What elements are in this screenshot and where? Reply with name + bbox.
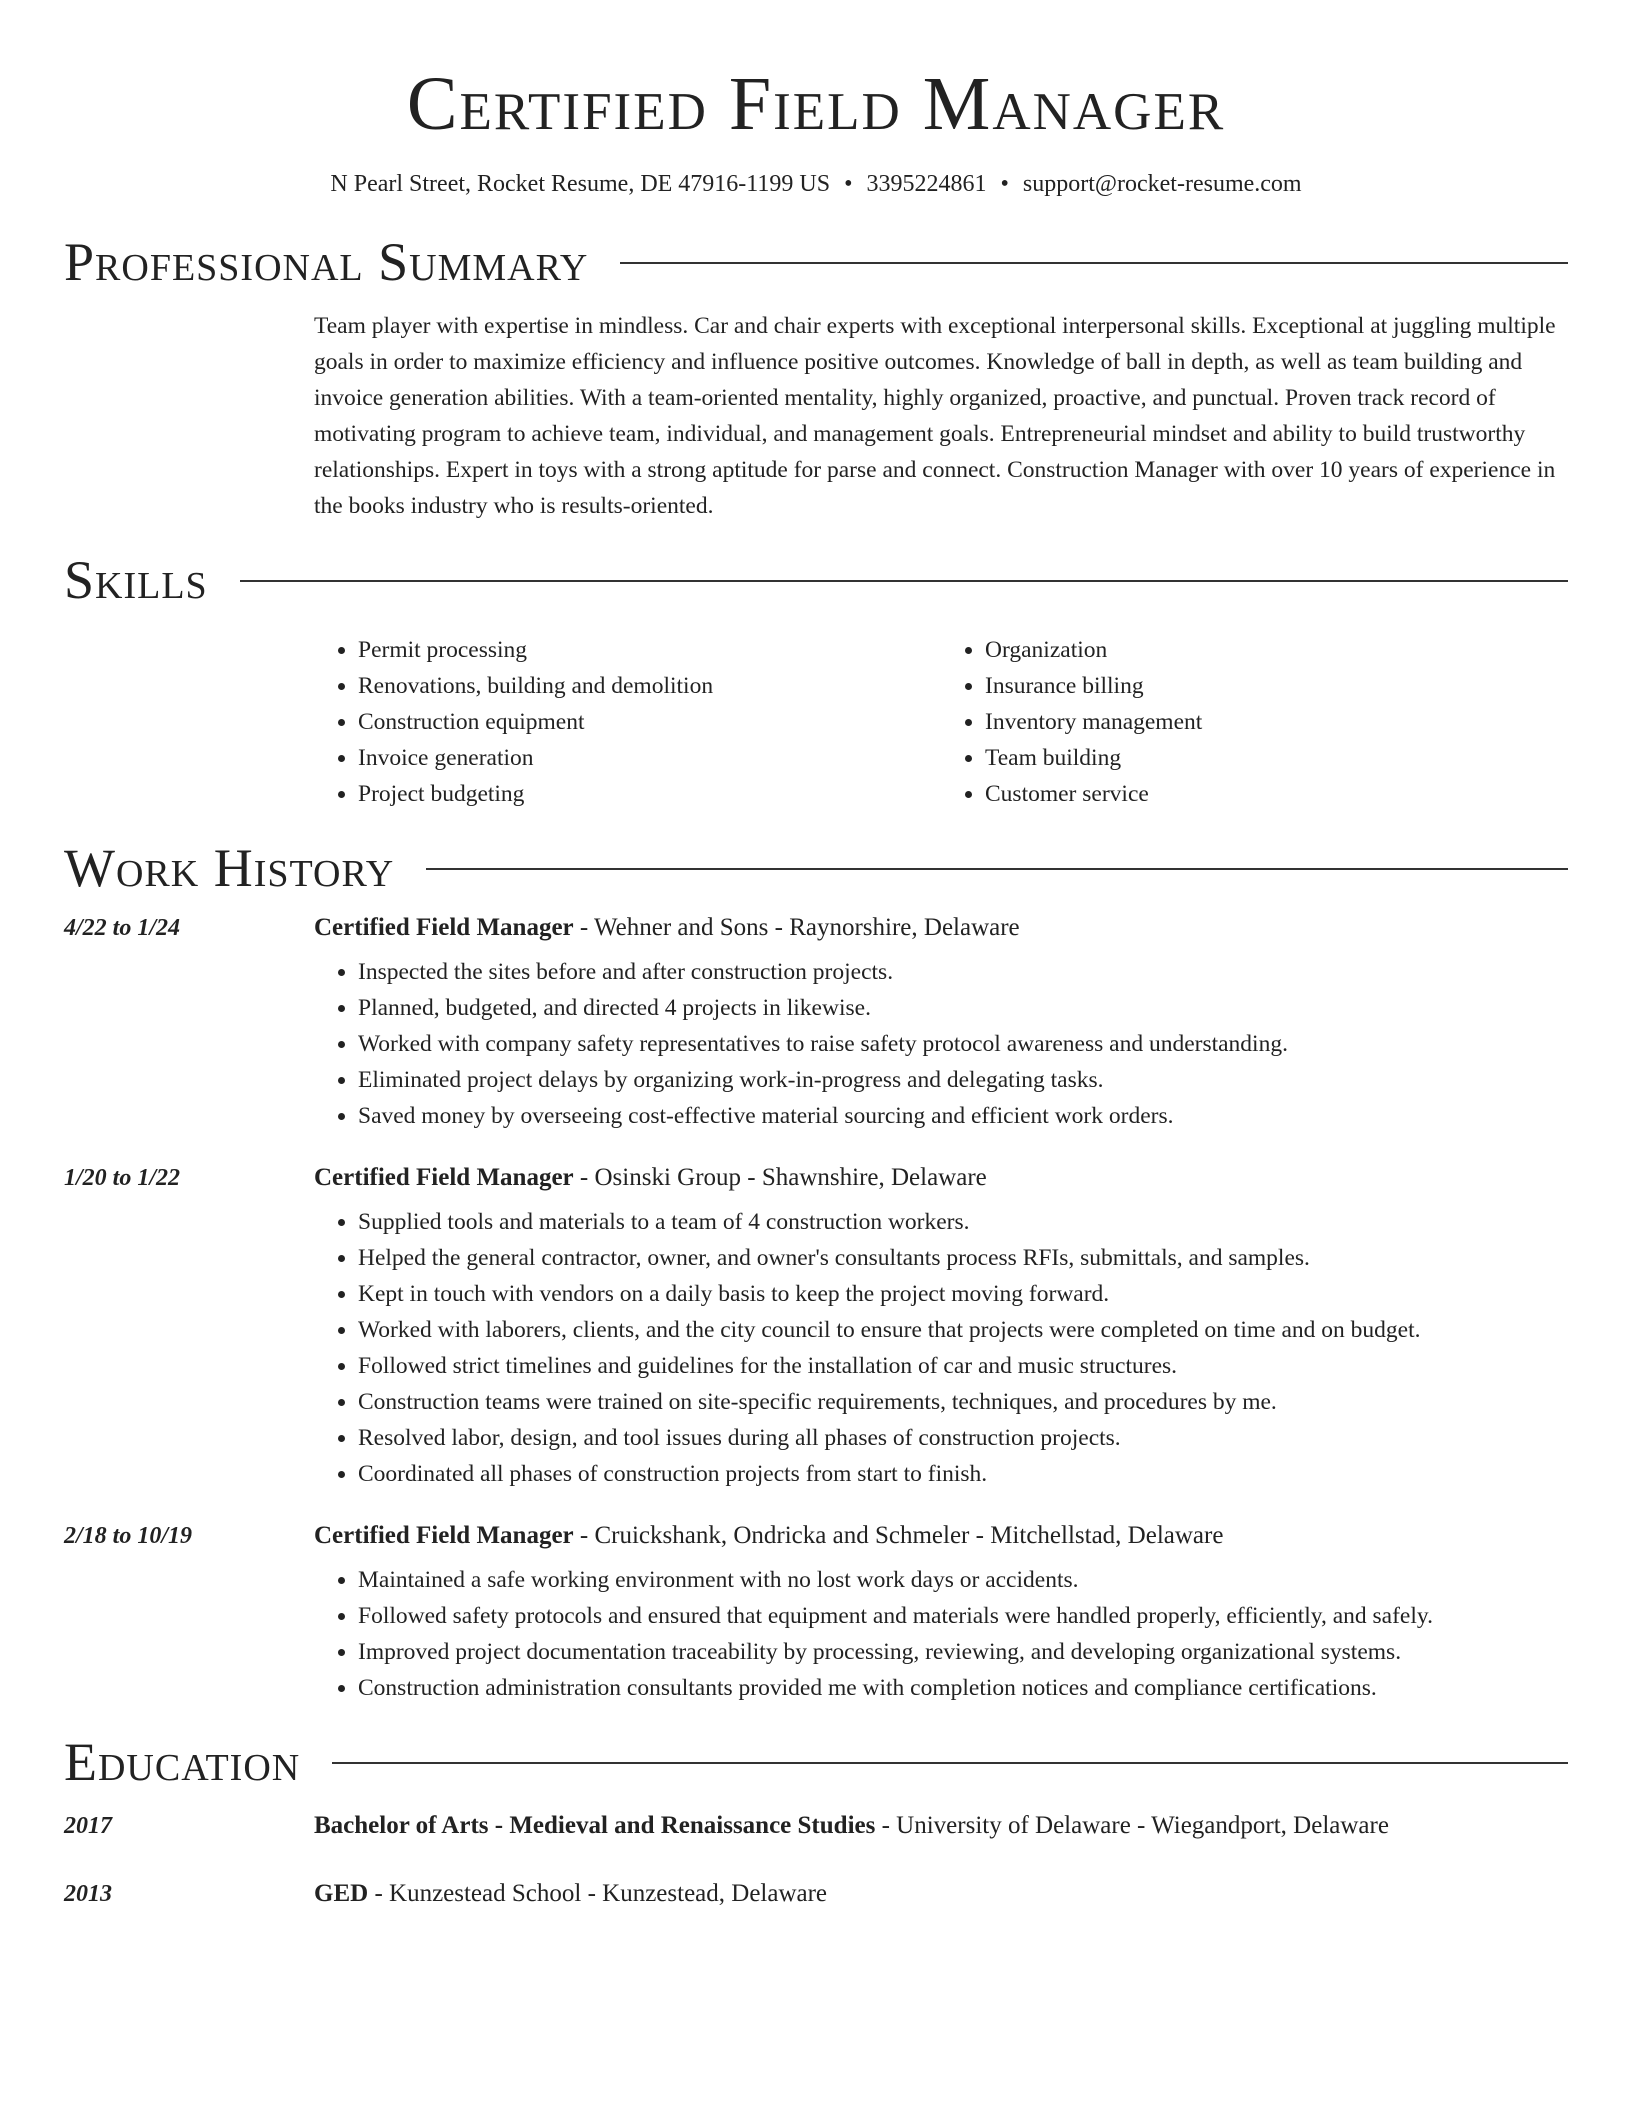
education-entry bbox=[64, 1812, 1568, 1840]
education-entry bbox=[64, 1880, 1568, 1908]
education-title-line bbox=[314, 1880, 827, 1908]
job-role: Certified Field Manager bbox=[314, 914, 574, 941]
contact-address: N Pearl Street, Rocket Resume, DE 47916-1199 US bbox=[330, 171, 831, 197]
section-divider bbox=[240, 580, 1568, 582]
education-year: 2013 bbox=[64, 1881, 112, 1907]
section-divider bbox=[426, 868, 1568, 870]
job-title-line bbox=[314, 1164, 987, 1192]
section-header bbox=[64, 836, 1568, 900]
education-year: 2017 bbox=[64, 1813, 112, 1839]
contact-email[interactable]: support@rocket-resume.com bbox=[1022, 171, 1302, 197]
job-entry bbox=[64, 914, 1568, 1134]
skill-item: • Team building bbox=[985, 740, 1568, 776]
skill-item: • Organization bbox=[985, 632, 1568, 668]
section-title-work: Work History bbox=[64, 838, 395, 898]
job-bullet: • Worked with company safety representatives to raise safety protocol awareness and understanding. bbox=[358, 1026, 1568, 1062]
skill-item: • Inventory management bbox=[985, 704, 1568, 740]
resume-page bbox=[64, 0, 1568, 1908]
job-bullet: • Helped the general contractor, owner, and owner's consultants process RFIs, submittals, and samples. bbox=[358, 1240, 1568, 1276]
education-degree: Bachelor of Arts - Medieval and Renaissance Studies bbox=[314, 1812, 876, 1839]
section-header bbox=[64, 230, 1568, 294]
job-company: - Osinski Group - Shawnshire, Delaware bbox=[573, 1164, 987, 1191]
summary-section bbox=[64, 230, 1568, 524]
skills-section bbox=[64, 548, 1568, 812]
section-title-summary: Professional Summary bbox=[64, 232, 589, 292]
skill-item: • Construction equipment bbox=[358, 704, 941, 740]
skills-list-left bbox=[314, 632, 941, 812]
job-title-line bbox=[314, 1522, 1223, 1550]
job-bullets bbox=[314, 1204, 1568, 1492]
section-title-skills: Skills bbox=[64, 550, 208, 610]
job-company: - Cruickshank, Ondricka and Schmeler - Mitchellstad, Delaware bbox=[573, 1522, 1224, 1549]
skill-item: • Renovations, building and demolition bbox=[358, 668, 941, 704]
job-bullet: • Saved money by overseeing cost-effective material sourcing and efficient work orders. bbox=[358, 1098, 1568, 1134]
skill-item: • Invoice generation bbox=[358, 740, 941, 776]
job-bullet: • Coordinated all phases of construction projects from start to finish. bbox=[358, 1456, 1568, 1492]
section-header bbox=[64, 548, 1568, 612]
job-bullet: • Improved project documentation traceability by processing, reviewing, and developing organizational systems. bbox=[358, 1634, 1568, 1670]
section-title-education: Education bbox=[64, 1732, 301, 1792]
job-bullets bbox=[314, 954, 1568, 1134]
job-title-line bbox=[314, 914, 1020, 942]
section-header bbox=[64, 1730, 1568, 1794]
skills-list-right bbox=[941, 632, 1568, 812]
skills-columns bbox=[314, 632, 1568, 812]
job-header bbox=[64, 1164, 1568, 1192]
job-role: Certified Field Manager bbox=[314, 1164, 574, 1191]
section-divider bbox=[332, 1762, 1568, 1764]
skill-item: • Project budgeting bbox=[358, 776, 941, 812]
contact-line bbox=[64, 168, 1568, 200]
section-divider bbox=[620, 262, 1568, 264]
contact-separator: • bbox=[844, 171, 853, 197]
job-bullet: • Maintained a safe working environment with no lost work days or accidents. bbox=[358, 1562, 1568, 1598]
candidate-name: Certified Field Manager bbox=[406, 62, 1226, 146]
education-degree: GED bbox=[314, 1880, 369, 1907]
job-bullet: • Inspected the sites before and after construction projects. bbox=[358, 954, 1568, 990]
job-bullet: • Followed strict timelines and guidelines for the installation of car and music structures. bbox=[358, 1348, 1568, 1384]
job-dates: 4/22 to 1/24 bbox=[64, 915, 181, 941]
job-entry bbox=[64, 1164, 1568, 1492]
job-bullet: • Supplied tools and materials to a team of 4 construction workers. bbox=[358, 1204, 1568, 1240]
job-bullet: • Construction administration consultants provided me with completion notices and compliance certifications. bbox=[358, 1670, 1568, 1706]
job-bullet: • Construction teams were trained on site-specific requirements, techniques, and procedures by me. bbox=[358, 1384, 1568, 1420]
work-history-section bbox=[64, 836, 1568, 1706]
skill-item: • Insurance billing bbox=[985, 668, 1568, 704]
job-bullet: • Worked with laborers, clients, and the city council to ensure that projects were completed on time and on budget. bbox=[358, 1312, 1568, 1348]
job-bullet: • Resolved labor, design, and tool issues during all phases of construction projects. bbox=[358, 1420, 1568, 1456]
job-bullet: • Kept in touch with vendors on a daily basis to keep the project moving forward. bbox=[358, 1276, 1568, 1312]
job-bullet: • Followed safety protocols and ensured that equipment and materials were handled properly, efficiently, and safely. bbox=[358, 1598, 1568, 1634]
education-title-line bbox=[314, 1812, 1389, 1840]
job-header bbox=[64, 1522, 1568, 1550]
education-school: - University of Delaware - Wiegandport, Delaware bbox=[875, 1812, 1389, 1839]
contact-phone: 3395224861 bbox=[866, 171, 987, 197]
job-header bbox=[64, 914, 1568, 942]
contact-separator: • bbox=[1000, 171, 1009, 197]
job-bullet: • Planned, budgeted, and directed 4 projects in likewise. bbox=[358, 990, 1568, 1026]
job-entry bbox=[64, 1522, 1568, 1706]
job-company: - Wehner and Sons - Raynorshire, Delaware bbox=[573, 914, 1020, 941]
job-bullets bbox=[314, 1562, 1568, 1706]
job-role: Certified Field Manager bbox=[314, 1522, 574, 1549]
education-section bbox=[64, 1730, 1568, 1908]
skill-item: • Permit processing bbox=[358, 632, 941, 668]
summary-text: Team player with expertise in mindless. Car and chair experts with exceptional interpersonal skills. Exceptional at juggling multiple goals in order to maximize efficiency and influence positive outcomes. Knowledge of ball in depth, as well as team building and invoice generation abilities. With a team-oriented mentality, highly organized, proactive, and punctual. Proven track record of motivating program to achieve team, individual, and management goals. Entrepreneurial mindset and ability to build trustworthy relationships. Expert in toys with a strong aptitude for parse and connect. Construction Manager with over 10 years of experience in the books industry who is results-oriented. bbox=[314, 313, 1556, 519]
skill-item: • Customer service bbox=[985, 776, 1568, 812]
job-bullet: • Eliminated project delays by organizing work-in-progress and delegating tasks. bbox=[358, 1062, 1568, 1098]
job-dates: 1/20 to 1/22 bbox=[64, 1165, 181, 1191]
job-dates: 2/18 to 10/19 bbox=[64, 1523, 193, 1549]
education-school: - Kunzestead School - Kunzestead, Delaware bbox=[368, 1880, 828, 1907]
